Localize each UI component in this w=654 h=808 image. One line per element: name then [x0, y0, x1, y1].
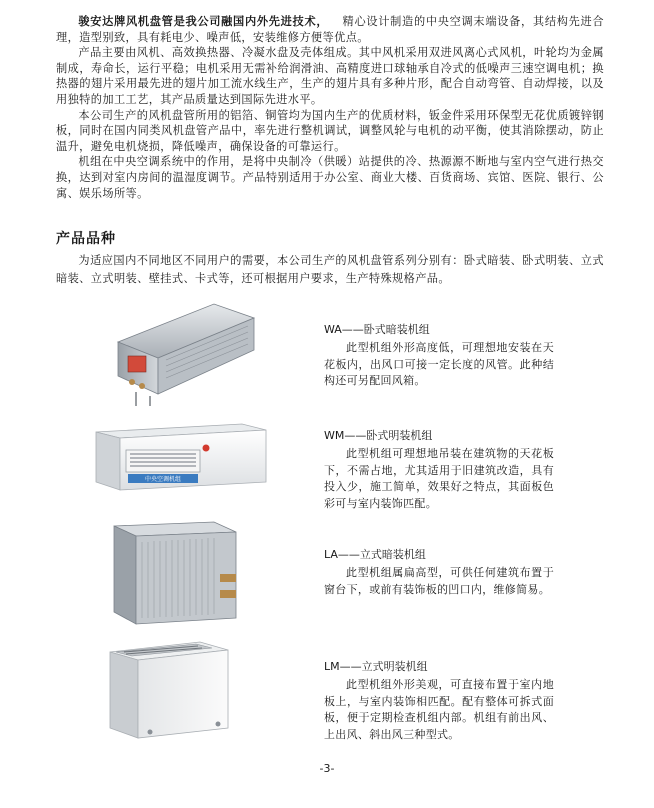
product-name: LA——立式暗装机组: [324, 548, 426, 561]
wa-unit-image: [106, 296, 258, 408]
unit-label-plate: 中央空调机组: [144, 476, 182, 483]
product-description: 此型机组可理想地吊装在建筑物的天花板下，不需占地，尤其适用于旧建筑改造，具有投入少，施工简单，效果好之特点，其面板色彩可与室内装饰匹配。: [324, 447, 554, 510]
section-title: 产品品种: [56, 231, 116, 247]
product-lm: [324, 658, 604, 743]
product-wm: [324, 427, 604, 512]
section-text: 为适应国内不同地区不同用户的需要，本公司生产的风机盘管系列分别有：卧式暗装、卧式明装、立式暗装、立式明装、壁挂式、卡式等，还可根据用户要求，生产特殊规格产品。: [56, 254, 604, 285]
product-description: 此型机组属扁高型，可供任何建筑布置于窗台下，或前有装饰板的凹口内，维修简易。: [324, 566, 554, 596]
product-la: [324, 546, 604, 598]
la-unit-image: [106, 520, 244, 630]
product-name: WM——卧式明装机组: [324, 429, 433, 442]
product-wa: [324, 321, 604, 390]
product-description: 此型机组外形美观，可直接布置于室内地板上，与室内装饰相匹配。配有整体可拆式面板，便于定期检查机组内部。机组有前出风、上出风、斜出风三种型式。: [324, 678, 554, 741]
wm-unit-image: [92, 420, 270, 496]
lm-unit-image: [104, 638, 236, 742]
intro-lead: 骏安达牌风机盘管是我公司融国内外先进技术，: [78, 14, 329, 28]
intro-paragraph-2: 产品主要由风机、高效换热器、冷凝水盘及壳体组成。其中风机采用双进风离心式风机，叶轮均为金属制成，寿命长，运行平稳；电机采用无需补给润滑油、高精度进口球轴承自冷式的低噪声三速空调电机；换热器的翅片采用最先进的翅片加工流水线生产，生产的翅片具有多种片形，配合自动弯管、自动焊接，以及用独特的加工工艺，其产品质量达到国际先进水平。: [56, 46, 604, 106]
intro-paragraph-1: [56, 14, 604, 45]
intro-paragraph-3: 本公司生产的风机盘管所用的铝箔、铜管均为国内生产的优质材料，钣金件采用环保型无花优质镀锌钢板，同时在国内同类风机盘管产品中，率先进行整机调试，调整风轮与电机的动平衡，使其消除摆动，防止温升，避免电机烧损，降低噪声，确保设备的可靠运行。: [56, 108, 604, 153]
page-number: -3-: [319, 762, 335, 775]
product-name: LM——立式明装机组: [324, 660, 428, 673]
intro-text: [56, 14, 604, 201]
intro-paragraph-4: 机组在中央空调系统中的作用，是将中央制冷（供暖）站提供的冷、热源源不断地与室内空气进行热交换，达到对室内房间的温湿度调节。产品特别适用于办公室、商业大楼、百货商场、宾馆、医院、银行、公寓、娱乐场所等。: [56, 155, 604, 200]
intro-paragraph-1-rest: 精心设计制造的中央空调末端设备，其结构先进合理，造型别致，具有耗电少、噪声低，安装维修方便等优点。: [56, 15, 604, 44]
product-name: WA——卧式暗装机组: [324, 323, 430, 336]
product-description: 此型机组外形高度低，可理想地安装在天花板内，出风口可接一定长度的风管。此种结构还可另配回风箱。: [324, 341, 554, 387]
